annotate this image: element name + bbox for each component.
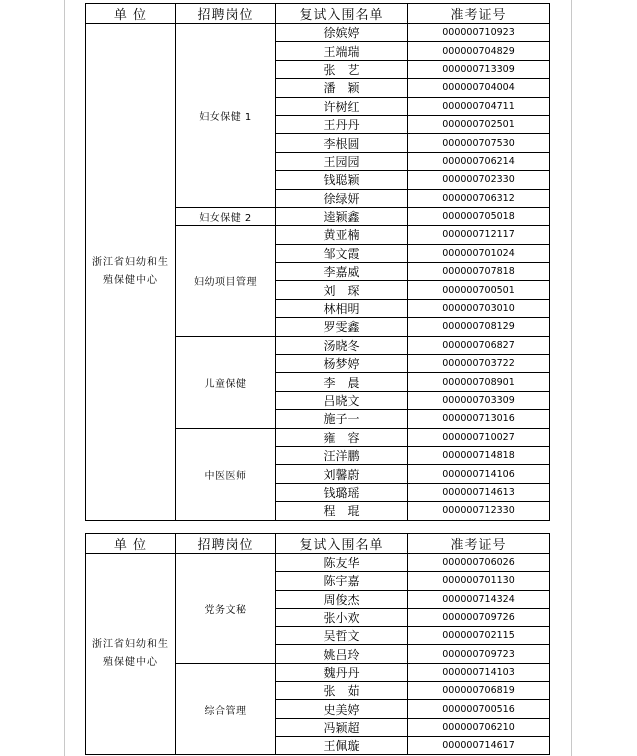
- candidate-name: 王丹丹: [276, 115, 408, 133]
- candidate-name: 张 艺: [276, 60, 408, 78]
- exam-number: 000000700516: [408, 700, 550, 718]
- candidate-name: 周俊杰: [276, 590, 408, 608]
- exam-number: 000000707530: [408, 134, 550, 152]
- position-cell: 妇女保健 2: [176, 207, 276, 225]
- position-cell: 党务文秘: [176, 554, 276, 664]
- candidate-name: 许树红: [276, 97, 408, 115]
- exam-number: 000000706214: [408, 152, 550, 170]
- exam-number: 000000714324: [408, 590, 550, 608]
- exam-number: 000000713309: [408, 60, 550, 78]
- exam-number: 000000704829: [408, 42, 550, 60]
- position-cell: 中医医师: [176, 428, 276, 520]
- candidate-table-1: [85, 3, 550, 521]
- candidate-name: 吕晓文: [276, 391, 408, 409]
- candidate-name: 王端瑞: [276, 42, 408, 60]
- exam-number: 000000706210: [408, 718, 550, 736]
- exam-number: 000000709723: [408, 645, 550, 663]
- candidate-name: 李嘉威: [276, 263, 408, 281]
- header-list: 复试入围名单: [276, 534, 408, 554]
- candidate-name: 施子一: [276, 410, 408, 428]
- exam-number: 000000706312: [408, 189, 550, 207]
- candidate-name: 刘 琛: [276, 281, 408, 299]
- exam-number: 000000707818: [408, 263, 550, 281]
- candidate-name: 钱聪颖: [276, 171, 408, 189]
- candidate-name: 吴哲文: [276, 627, 408, 645]
- table-row: [86, 24, 550, 42]
- exam-number: 000000714106: [408, 465, 550, 483]
- exam-number: 000000701024: [408, 244, 550, 262]
- exam-number: 000000704004: [408, 79, 550, 97]
- exam-number: 000000703309: [408, 391, 550, 409]
- candidate-table-2: [85, 533, 550, 755]
- exam-number: 000000705018: [408, 207, 550, 225]
- candidate-name: 李 晨: [276, 373, 408, 391]
- exam-number: 000000703722: [408, 355, 550, 373]
- exam-number: 000000714818: [408, 446, 550, 464]
- candidate-name: 徐嫔婷: [276, 24, 408, 42]
- table-body: [86, 554, 550, 755]
- exam-number: 000000714103: [408, 663, 550, 681]
- unit-cell: 浙江省妇幼和生殖保健中心: [86, 24, 176, 521]
- table-header-row: [86, 4, 550, 24]
- header-exam-no: 准考证号: [408, 534, 550, 554]
- candidate-name: 杨梦婷: [276, 355, 408, 373]
- candidate-name: 王佩璇: [276, 736, 408, 754]
- header-position: 招聘岗位: [176, 534, 276, 554]
- exam-number: 000000702330: [408, 171, 550, 189]
- exam-number: 000000706026: [408, 554, 550, 572]
- candidate-name: 张 茹: [276, 682, 408, 700]
- candidate-name: 姚吕玲: [276, 645, 408, 663]
- candidate-name: 潘 颖: [276, 79, 408, 97]
- exam-number: 000000708901: [408, 373, 550, 391]
- exam-number: 000000714617: [408, 736, 550, 754]
- exam-number: 000000704711: [408, 97, 550, 115]
- page-margin-line-right: [571, 0, 572, 756]
- candidate-name: 汤晓冬: [276, 336, 408, 354]
- candidate-name: 陈宇嘉: [276, 572, 408, 590]
- candidate-name: 林相明: [276, 299, 408, 317]
- exam-number: 000000709726: [408, 608, 550, 626]
- header-unit: 单 位: [86, 4, 176, 24]
- candidate-name: 张小欢: [276, 608, 408, 626]
- candidate-name: 邹文霞: [276, 244, 408, 262]
- position-cell: 妇幼项目管理: [176, 226, 276, 336]
- exam-number: 000000714613: [408, 483, 550, 501]
- exam-number: 000000713016: [408, 410, 550, 428]
- exam-number: 000000710923: [408, 24, 550, 42]
- table-row: [86, 554, 550, 572]
- candidate-name: 魏丹丹: [276, 663, 408, 681]
- header-position: 招聘岗位: [176, 4, 276, 24]
- candidate-name: 刘馨蔚: [276, 465, 408, 483]
- unit-cell: 浙江省妇幼和生殖保健中心: [86, 554, 176, 755]
- exam-number: 000000702501: [408, 115, 550, 133]
- candidate-name: 逵颖鑫: [276, 207, 408, 225]
- exam-number: 000000703010: [408, 299, 550, 317]
- table-header-row: [86, 534, 550, 554]
- exam-number: 000000708129: [408, 318, 550, 336]
- exam-number: 000000706827: [408, 336, 550, 354]
- candidate-name: 汪洋鹏: [276, 446, 408, 464]
- candidate-name: 冯颖超: [276, 718, 408, 736]
- header-list: 复试入围名单: [276, 4, 408, 24]
- candidate-name: 黄亚楠: [276, 226, 408, 244]
- exam-number: 000000712117: [408, 226, 550, 244]
- exam-number: 000000702115: [408, 627, 550, 645]
- candidate-name: 王园园: [276, 152, 408, 170]
- position-cell: 综合管理: [176, 663, 276, 754]
- exam-number: 000000710027: [408, 428, 550, 446]
- candidate-name: 李根圆: [276, 134, 408, 152]
- exam-number: 000000700501: [408, 281, 550, 299]
- header-exam-no: 准考证号: [408, 4, 550, 24]
- exam-number: 000000712330: [408, 502, 550, 520]
- candidate-name: 徐绿妍: [276, 189, 408, 207]
- exam-number: 000000706819: [408, 682, 550, 700]
- position-cell: 妇女保健 1: [176, 24, 276, 208]
- candidate-name: 史美婷: [276, 700, 408, 718]
- header-unit: 单 位: [86, 534, 176, 554]
- candidate-name: 罗雯鑫: [276, 318, 408, 336]
- page-margin-line-left: [64, 0, 65, 756]
- candidate-name: 钱璐瑶: [276, 483, 408, 501]
- candidate-name: 程 琨: [276, 502, 408, 520]
- candidate-name: 雍 容: [276, 428, 408, 446]
- candidate-name: 陈友华: [276, 554, 408, 572]
- table-body: [86, 24, 550, 521]
- position-cell: 儿童保健: [176, 336, 276, 428]
- exam-number: 000000701130: [408, 572, 550, 590]
